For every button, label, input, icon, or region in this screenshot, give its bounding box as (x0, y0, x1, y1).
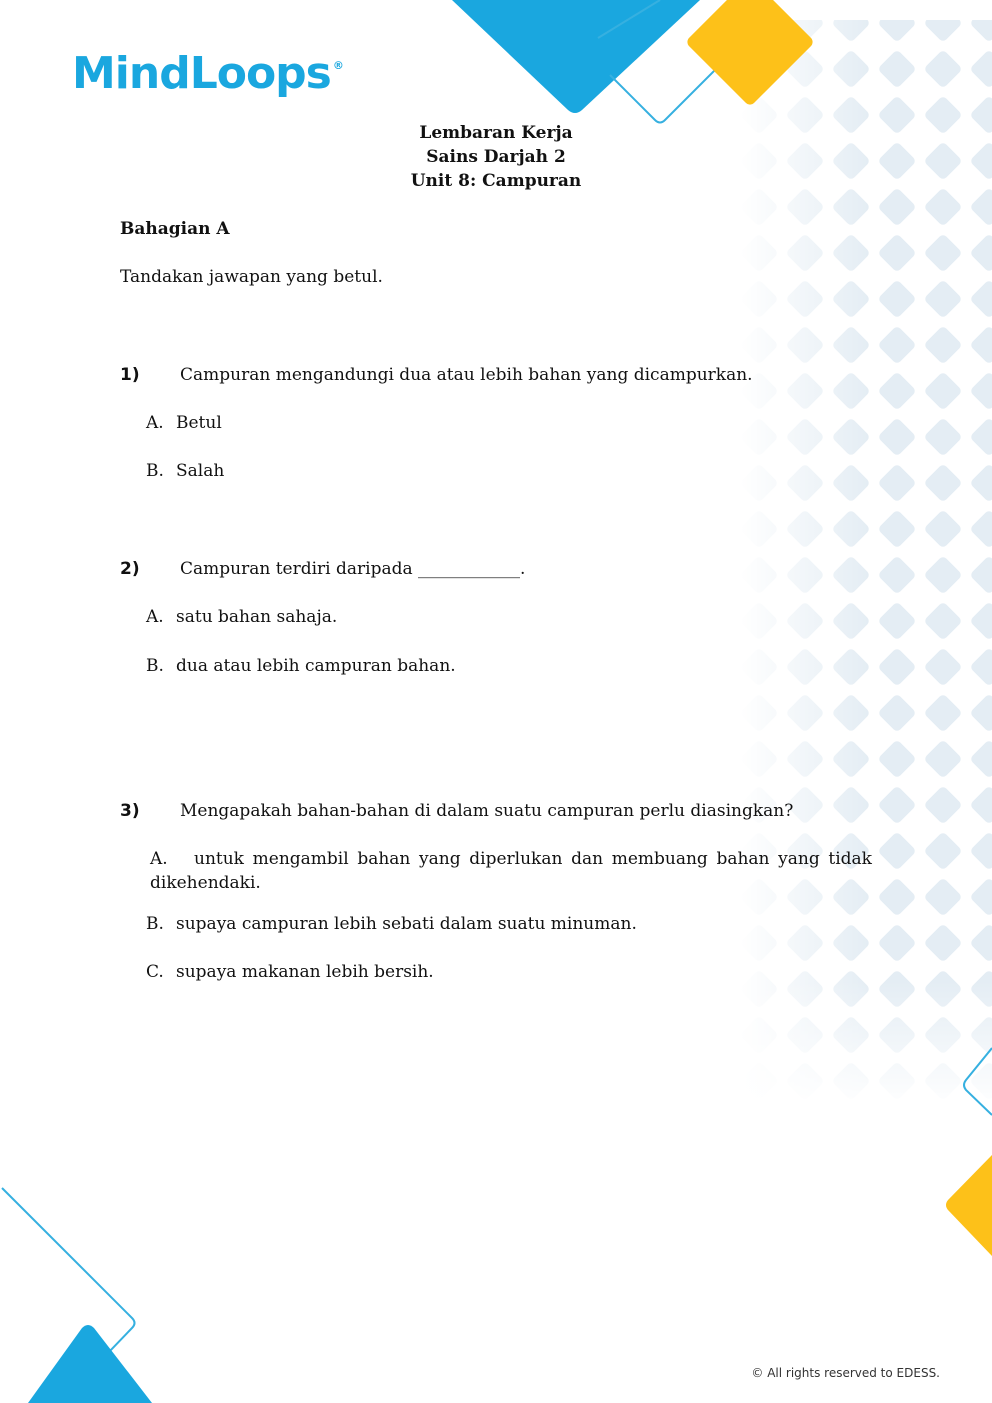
option-a[interactable] (146, 411, 222, 435)
option-letter: B. (146, 914, 164, 934)
mindloops-logo (72, 48, 343, 99)
option-letter: B. (146, 461, 164, 481)
yellow-diamond-right (946, 1155, 992, 1256)
section-instruction: Tandakan jawapan yang betul. (120, 267, 383, 287)
option-text: supaya campuran lebih sebati dalam suatu minuman. (176, 914, 637, 934)
option-text: dua atau lebih campuran bahan. (176, 656, 456, 676)
header-subject: Sains Darjah 2 (426, 147, 566, 167)
option-a[interactable] (146, 605, 337, 629)
question-text: Mengapakah bahan-bahan di dalam suatu campuran perlu diasingkan? (180, 801, 794, 821)
option-letter: A. (150, 849, 168, 869)
option-letter: A. (146, 413, 164, 433)
question-number: 3) (120, 801, 140, 821)
option-text: Salah (176, 461, 225, 481)
option-text: untuk mengambil bahan yang diperlukan dan membuang bahan yang tidak dikehendaki. (150, 849, 872, 893)
option-letter: A. (146, 607, 164, 627)
worksheet-header (0, 121, 992, 193)
option-b[interactable] (146, 912, 637, 936)
registered-mark: ® (332, 59, 343, 72)
option-b[interactable] (146, 654, 456, 678)
section-title: Bahagian A (120, 219, 230, 239)
option-letter: C. (146, 962, 164, 982)
logo-text: MindLoops (72, 48, 331, 99)
blue-diamond-top (452, 0, 700, 113)
option-letter: B. (146, 656, 164, 676)
question-text: Campuran mengandungi dua atau lebih bahan yang dicampurkan. (180, 365, 753, 385)
option-text: supaya makanan lebih bersih. (176, 962, 434, 982)
option-c[interactable] (146, 960, 434, 984)
copyright-footer: © All rights reserved to EDESS. (751, 1366, 940, 1380)
blue-diamond-bottom (28, 1325, 152, 1403)
option-text: Betul (176, 413, 222, 433)
question-number: 2) (120, 559, 140, 579)
option-a[interactable] (150, 847, 872, 895)
option-b[interactable] (146, 459, 224, 483)
header-title: Lembaran Kerja (419, 123, 573, 143)
question-text: Campuran terdiri daripada ____________. (180, 559, 526, 579)
question-number: 1) (120, 365, 140, 385)
option-text: satu bahan sahaja. (176, 607, 338, 627)
header-unit: Unit 8: Campuran (410, 171, 582, 191)
